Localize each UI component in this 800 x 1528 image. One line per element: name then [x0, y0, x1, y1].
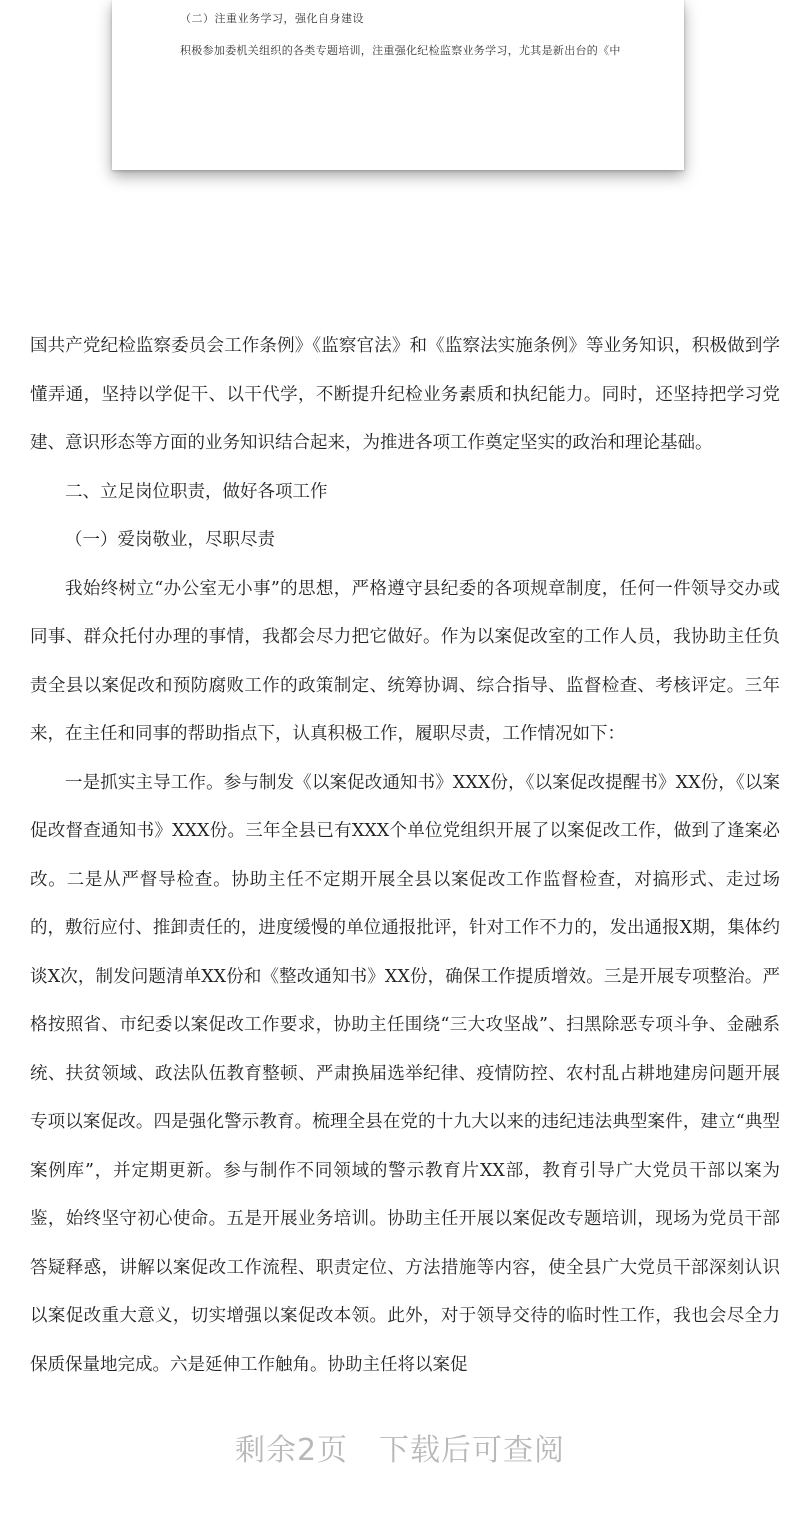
preview-heading: （二）注重业务学习，强化自身建设	[180, 12, 364, 25]
download-more-label[interactable]: 剩余2页 下载后可查阅	[234, 1433, 566, 1468]
paragraph-2: 我始终树立“办公室无小事”的思想，严格遵守县纪委的各项规章制度，任何一件领导交办或同事、群众托付办理的事情，我都会尽力把它做好。作为以案促改室的工作人员，我协助主任负责全县以案促改和预防腐败工作的政策制定、统筹协调、综合指导、监督检查、考核评定。三年来，在主任和同事的帮助指点下，认真积极工作，履职尽责，工作情况如下：	[30, 578, 780, 744]
paragraph-1: 国共产党纪检监察委员会工作条例》《监察官法》和《监察法实施条例》等业务知识，积极做到学懂弄通，坚持以学促干、以干代学，不断提升纪检业务素质和执纪能力。同时，还坚持把学习党建、意识形态等方面的业务知识结合起来，为推进各项工作奠定坚实的政治和理论基础。	[30, 336, 780, 453]
subsection-heading-1: （一）爱岗敬业，尽职尽责	[65, 530, 275, 550]
paragraph-3: 一是抓实主导工作。参与制发《以案促改通知书》XXX份，《以案促改提醒书》XX份，《以案促改督查通知书》XXX份。三年全县已有XXX个单位党组织开展了以案促改工作，做到了逢案必改。二是从严督导检查。协助主任不定期开展全县以案促改工作监督检查，对搞形式、走过场的，敷衍应付、推卸责任的，进度缓慢的单位通报批评，针对工作不力的，发出通报X期，集体约谈X次，制发问题清单XX份和《整改通知书》XX份，确保工作提质增效。三是开展专项整治。严格按照省、市纪委以案促改工作要求，协助主任围绕“三大攻坚战”、扫黑除恶专项斗争、金融系统、扶贫领域、政法队伍教育整顿、严肃换届选举纪律、疫情防控、农村乱占耕地建房问题开展专项以案促改。四是强化警示教育。梳理全县在党的十九大以来的违纪违法典型案件，建立“典型案例库”，并定期更新。参与制作不同领域的警示教育片XX部，教育引导广大党员干部以案为鉴，始终坚守初心使命。五是开展业务培训。协助主任开展以案促改专题培训，现场为党员干部答疑释惑，讲解以案促改工作流程、职责定位、方法措施等内容，使全县广大党员干部深刻认识以案促改重大意义，切实增强以案促改本领。此外，对于领导交待的临时性工作，我也会尽全力保质保量地完成。六是延伸工作触角。协助主任将以案促	[30, 772, 780, 1375]
document-body	[30, 322, 780, 1389]
preview-text-line: 积极参加委机关组织的各类专题培训，注重强化纪检监察业务学习，尤其是新出台的《中	[180, 44, 621, 57]
section-heading-2: 二、立足岗位职责，做好各项工作	[65, 481, 328, 502]
